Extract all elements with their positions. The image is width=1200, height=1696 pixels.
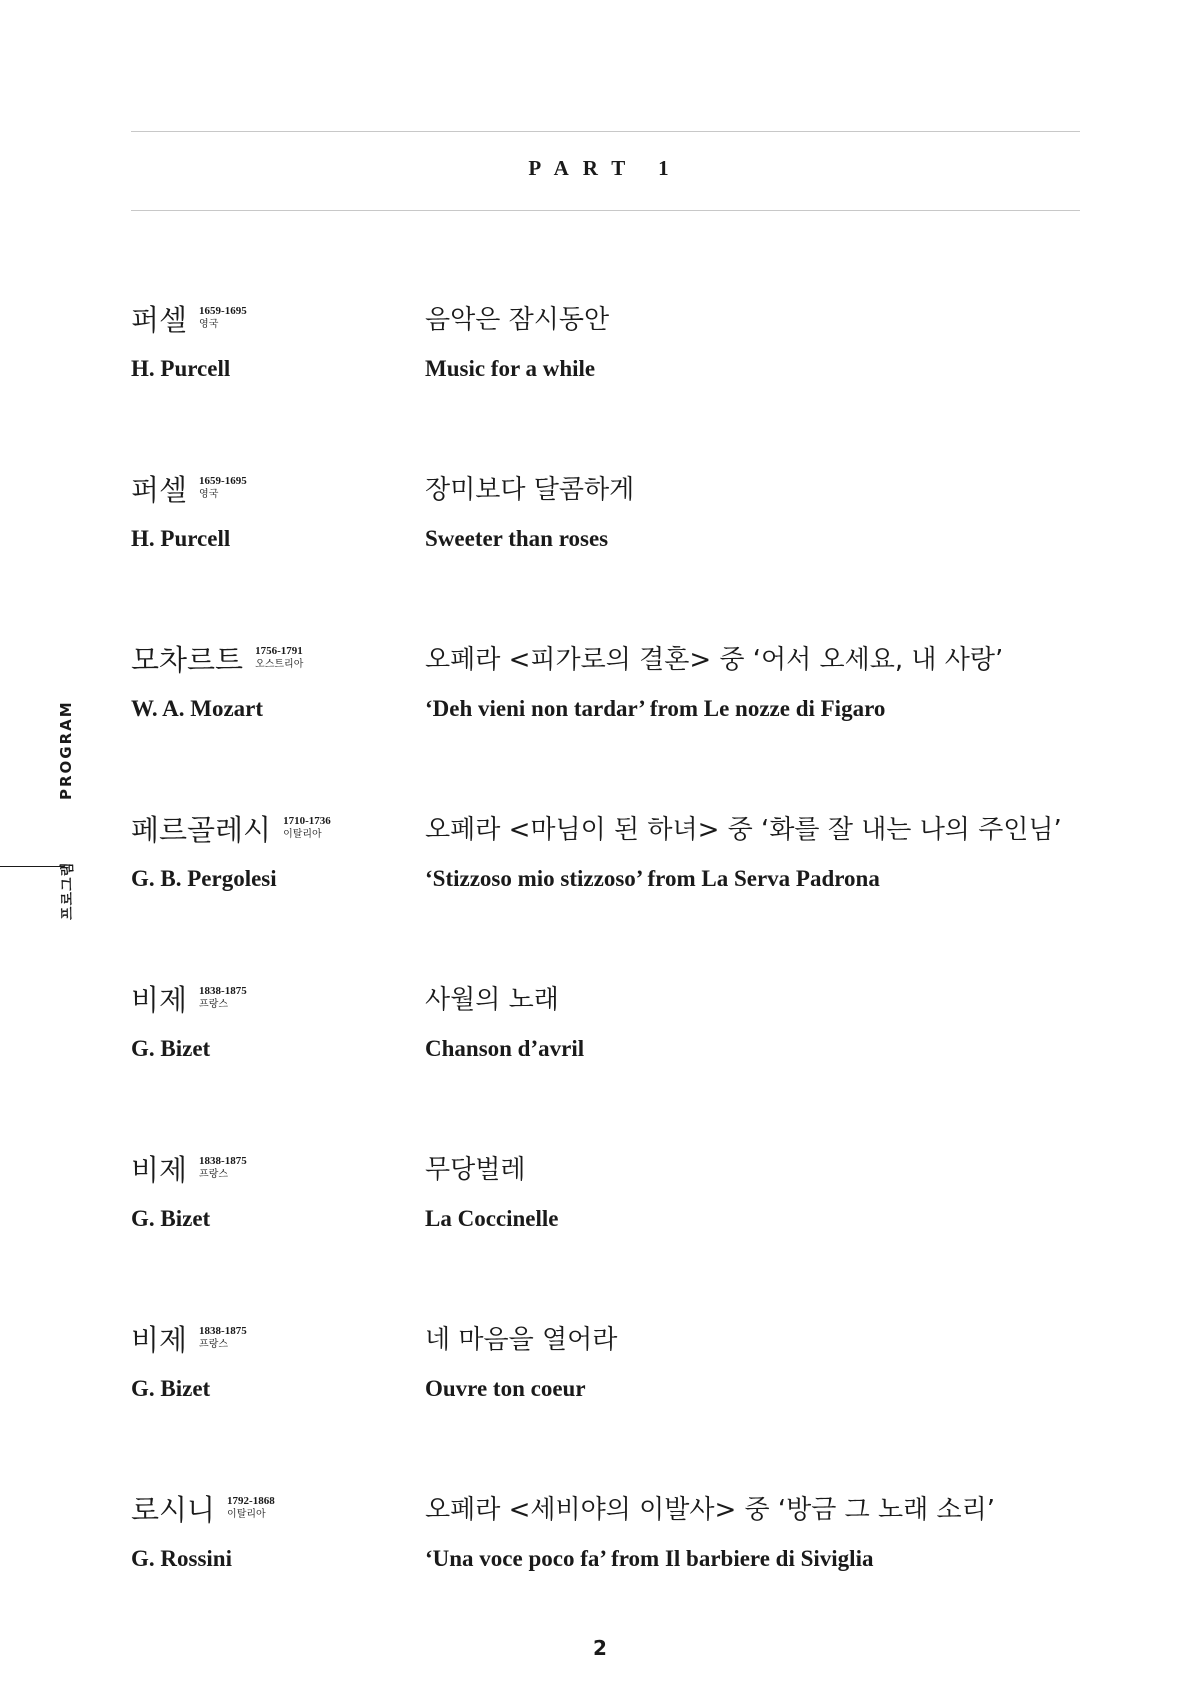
composer-country: 프랑스: [199, 1339, 229, 1350]
composer-years: 1838-1875: [199, 985, 247, 997]
composer-name-ko: 비제: [131, 983, 188, 1017]
composer-name-en: G. Bizet: [131, 1376, 211, 1401]
composer-ko-block: [131, 642, 303, 678]
work-title-ko: 네 마음을 열어라: [425, 1325, 618, 1355]
program-entry: [131, 472, 1080, 582]
composer-country: 영국: [199, 319, 219, 330]
composer-name-ko: 페르골레시: [131, 813, 272, 847]
composer-ko-block: [131, 472, 247, 508]
composer-meta: [199, 475, 247, 501]
work-title-en: Ouvre ton coeur: [425, 1376, 586, 1401]
composer-country: 프랑스: [199, 1169, 229, 1180]
composer-ko-block: [131, 1322, 247, 1358]
work-title-ko: 무당벌레: [425, 1155, 526, 1185]
work-title-ko: 오페라 <세비야의 이발사> 중 ‘방금 그 노래 소리’: [425, 1495, 996, 1525]
work-title-en: Chanson d’avril: [425, 1036, 585, 1061]
work-title-en: ‘Stizzoso mio stizzoso’ from La Serva Padrona: [425, 866, 880, 891]
program-entry: [131, 812, 1080, 922]
composer-years: 1838-1875: [199, 1155, 247, 1167]
part-title: PART 1: [528, 156, 683, 180]
composer-name-ko: 비제: [131, 1153, 188, 1187]
composer-ko-block: [131, 1492, 275, 1528]
composer-ko-block: [131, 1152, 247, 1188]
composer-years: 1659-1695: [199, 305, 247, 317]
composer-name-ko: 퍼셀: [131, 473, 188, 507]
work-title-en: ‘Deh vieni non tardar’ from Le nozze di Figaro: [425, 696, 886, 721]
composer-name-ko: 퍼셀: [131, 303, 188, 337]
work-title-ko: 사월의 노래: [425, 985, 559, 1015]
composer-name-en: W. A. Mozart: [131, 696, 264, 721]
work-title-ko: 장미보다 달콤하게: [425, 475, 635, 505]
composer-name-ko: 로시니: [131, 1493, 216, 1527]
composer-name-en: G. Bizet: [131, 1036, 211, 1061]
composer-years: 1659-1695: [199, 475, 247, 487]
work-title-ko: 음악은 잠시동안: [425, 305, 610, 335]
program-entry: [131, 642, 1080, 752]
page-number: 2: [593, 1636, 607, 1660]
program-entry: [131, 1322, 1080, 1432]
header-bottom-rule: [131, 210, 1080, 211]
composer-name-en: H. Purcell: [131, 526, 231, 551]
composer-name-en: H. Purcell: [131, 356, 231, 381]
composer-years: 1756-1791: [255, 645, 303, 657]
side-tab-divider: [0, 866, 64, 867]
composer-meta: [199, 305, 247, 331]
composer-years: 1710-1736: [283, 815, 331, 827]
work-title-ko: 오페라 <마님이 된 하녀> 중 ‘화를 잘 내는 나의 주인님’: [425, 815, 1062, 845]
header-top-rule: [131, 131, 1080, 132]
composer-meta: [199, 1155, 247, 1181]
composer-ko-block: [131, 982, 247, 1018]
composer-years: 1792-1868: [227, 1495, 275, 1507]
composer-meta: [199, 1325, 247, 1351]
side-tab-label-ko: 프로그램: [60, 861, 76, 920]
program-entry: [131, 1152, 1080, 1262]
composer-meta: [283, 815, 331, 841]
composer-country: 프랑스: [199, 999, 229, 1010]
composer-meta: [227, 1495, 275, 1521]
program-entry: [131, 1492, 1080, 1602]
program-entry: [131, 982, 1080, 1092]
composer-meta: [255, 645, 303, 671]
composer-years: 1838-1875: [199, 1325, 247, 1337]
work-title-ko: 오페라 <피가로의 결혼> 중 ‘어서 오세요, 내 사랑’: [425, 645, 1004, 675]
composer-country: 이탈리아: [283, 829, 322, 840]
composer-name-en: G. B. Pergolesi: [131, 866, 277, 891]
side-tab-label-en: PROGRAM: [57, 700, 75, 800]
work-title-en: Music for a while: [425, 356, 596, 381]
work-title-en: La Coccinelle: [425, 1206, 559, 1231]
composer-meta: [199, 985, 247, 1011]
program-entry: [131, 302, 1080, 412]
composer-name-ko: 모차르트: [131, 643, 244, 677]
work-title-en: Sweeter than roses: [425, 526, 609, 551]
composer-name-en: G. Bizet: [131, 1206, 211, 1231]
composer-country: 이탈리아: [227, 1509, 266, 1520]
composer-ko-block: [131, 302, 247, 338]
composer-ko-block: [131, 812, 331, 848]
composer-country: 영국: [199, 489, 219, 500]
composer-name-ko: 비제: [131, 1323, 188, 1357]
composer-name-en: G. Rossini: [131, 1546, 232, 1571]
composer-country: 오스트리아: [255, 659, 304, 670]
work-title-en: ‘Una voce poco fa’ from Il barbiere di Siviglia: [425, 1546, 874, 1571]
